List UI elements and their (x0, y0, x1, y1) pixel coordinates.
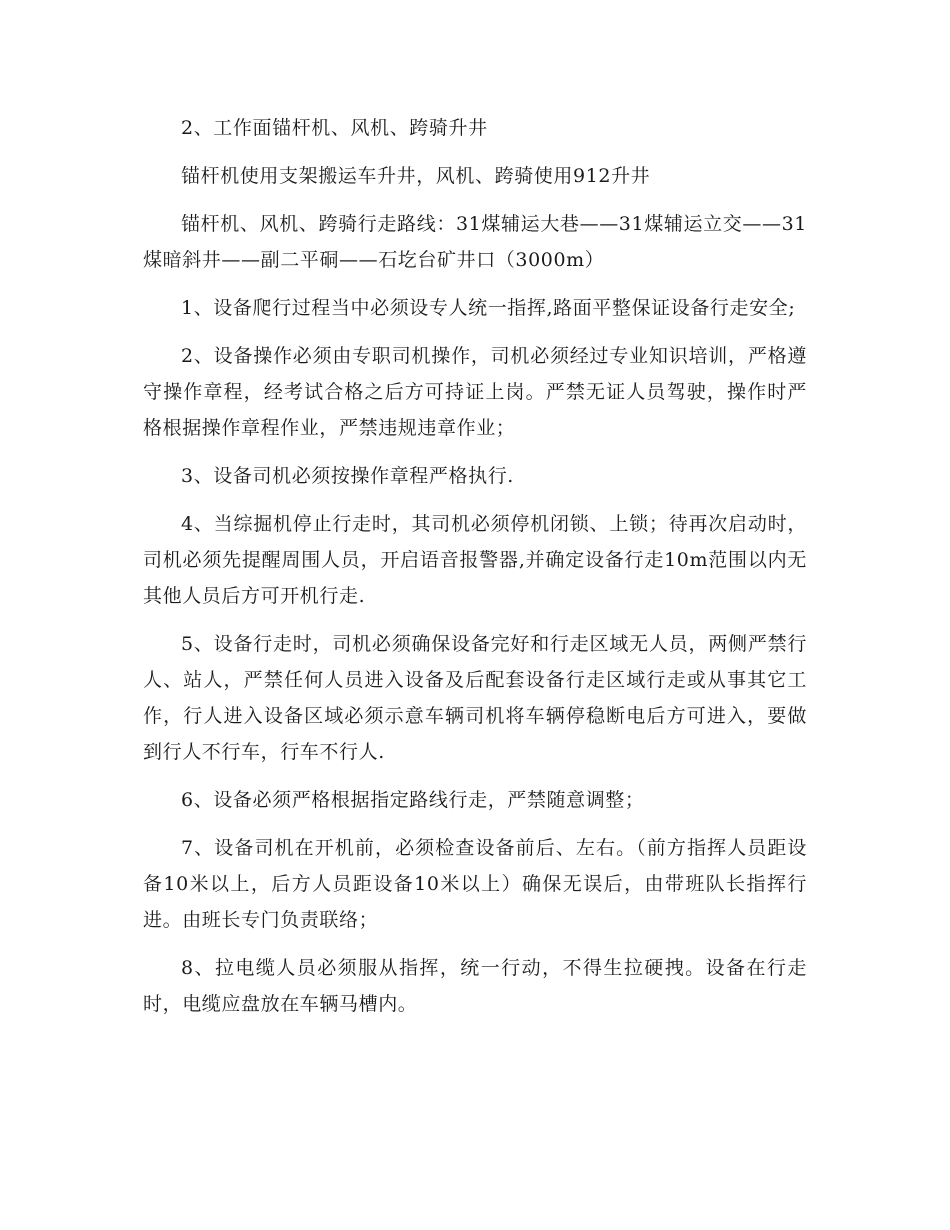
list-item-7: 7、设备司机在开机前，必须检查设备前后、左右。（前方指挥人员距设备10米以上，后方人员距设备10米以上）确保无误后，由带班队长指挥行进。由班长专门负责联络； (143, 837, 807, 931)
list-item-5: 5、设备行走时，司机必须确保设备完好和行走区域无人员，两侧严禁行人、站人，严禁任何人员进入设备及后配套设备行走区域行走或从事其它工作，行人进入设备区域必须示意车辆司机将车辆停稳断电后方可进入，要做到行人不行车，行车不行人. (143, 633, 807, 763)
list-item-8: 8、拉电缆人员必须服从指挥，统一行动，不得生拉硬拽。设备在行走时，电缆应盘放在车辆马槽内。 (143, 957, 807, 1015)
document-body (143, 110, 807, 1034)
list-item-1: 1、设备爬行过程当中必须设专人统一指挥,路面平整保证设备行走安全; (181, 297, 796, 319)
list-item-3: 3、设备司机必须按操作章程严格执行. (181, 465, 514, 487)
paragraph-travel-route: 锚杆机、风机、跨骑行走路线：31煤辅运大巷——31煤辅运立交——31煤暗斜井——副二平硐——石圪台矿井口（3000m） (143, 213, 807, 271)
section-heading-2: 2、工作面锚杆机、风机、跨骑升井 (181, 117, 488, 139)
list-item-2: 2、设备操作必须由专职司机操作，司机必须经过专业知识培训，严格遵守操作章程，经考试合格之后方可持证上岗。严禁无证人员驾驶，操作时严格根据操作章程作业，严禁违规违章作业； (143, 345, 807, 439)
list-item-4: 4、当综掘机停止行走时，其司机必须停机闭锁、上锁；待再次启动时，司机必须先提醒周围人员，开启语音报警器,并确定设备行走10m范围以内无其他人员后方可开机行走. (143, 513, 807, 607)
paragraph-lift-method: 锚杆机使用支架搬运车升井，风机、跨骑使用912升井 (181, 165, 651, 187)
list-item-6: 6、设备必须严格根据指定路线行走，严禁随意调整； (181, 789, 645, 811)
